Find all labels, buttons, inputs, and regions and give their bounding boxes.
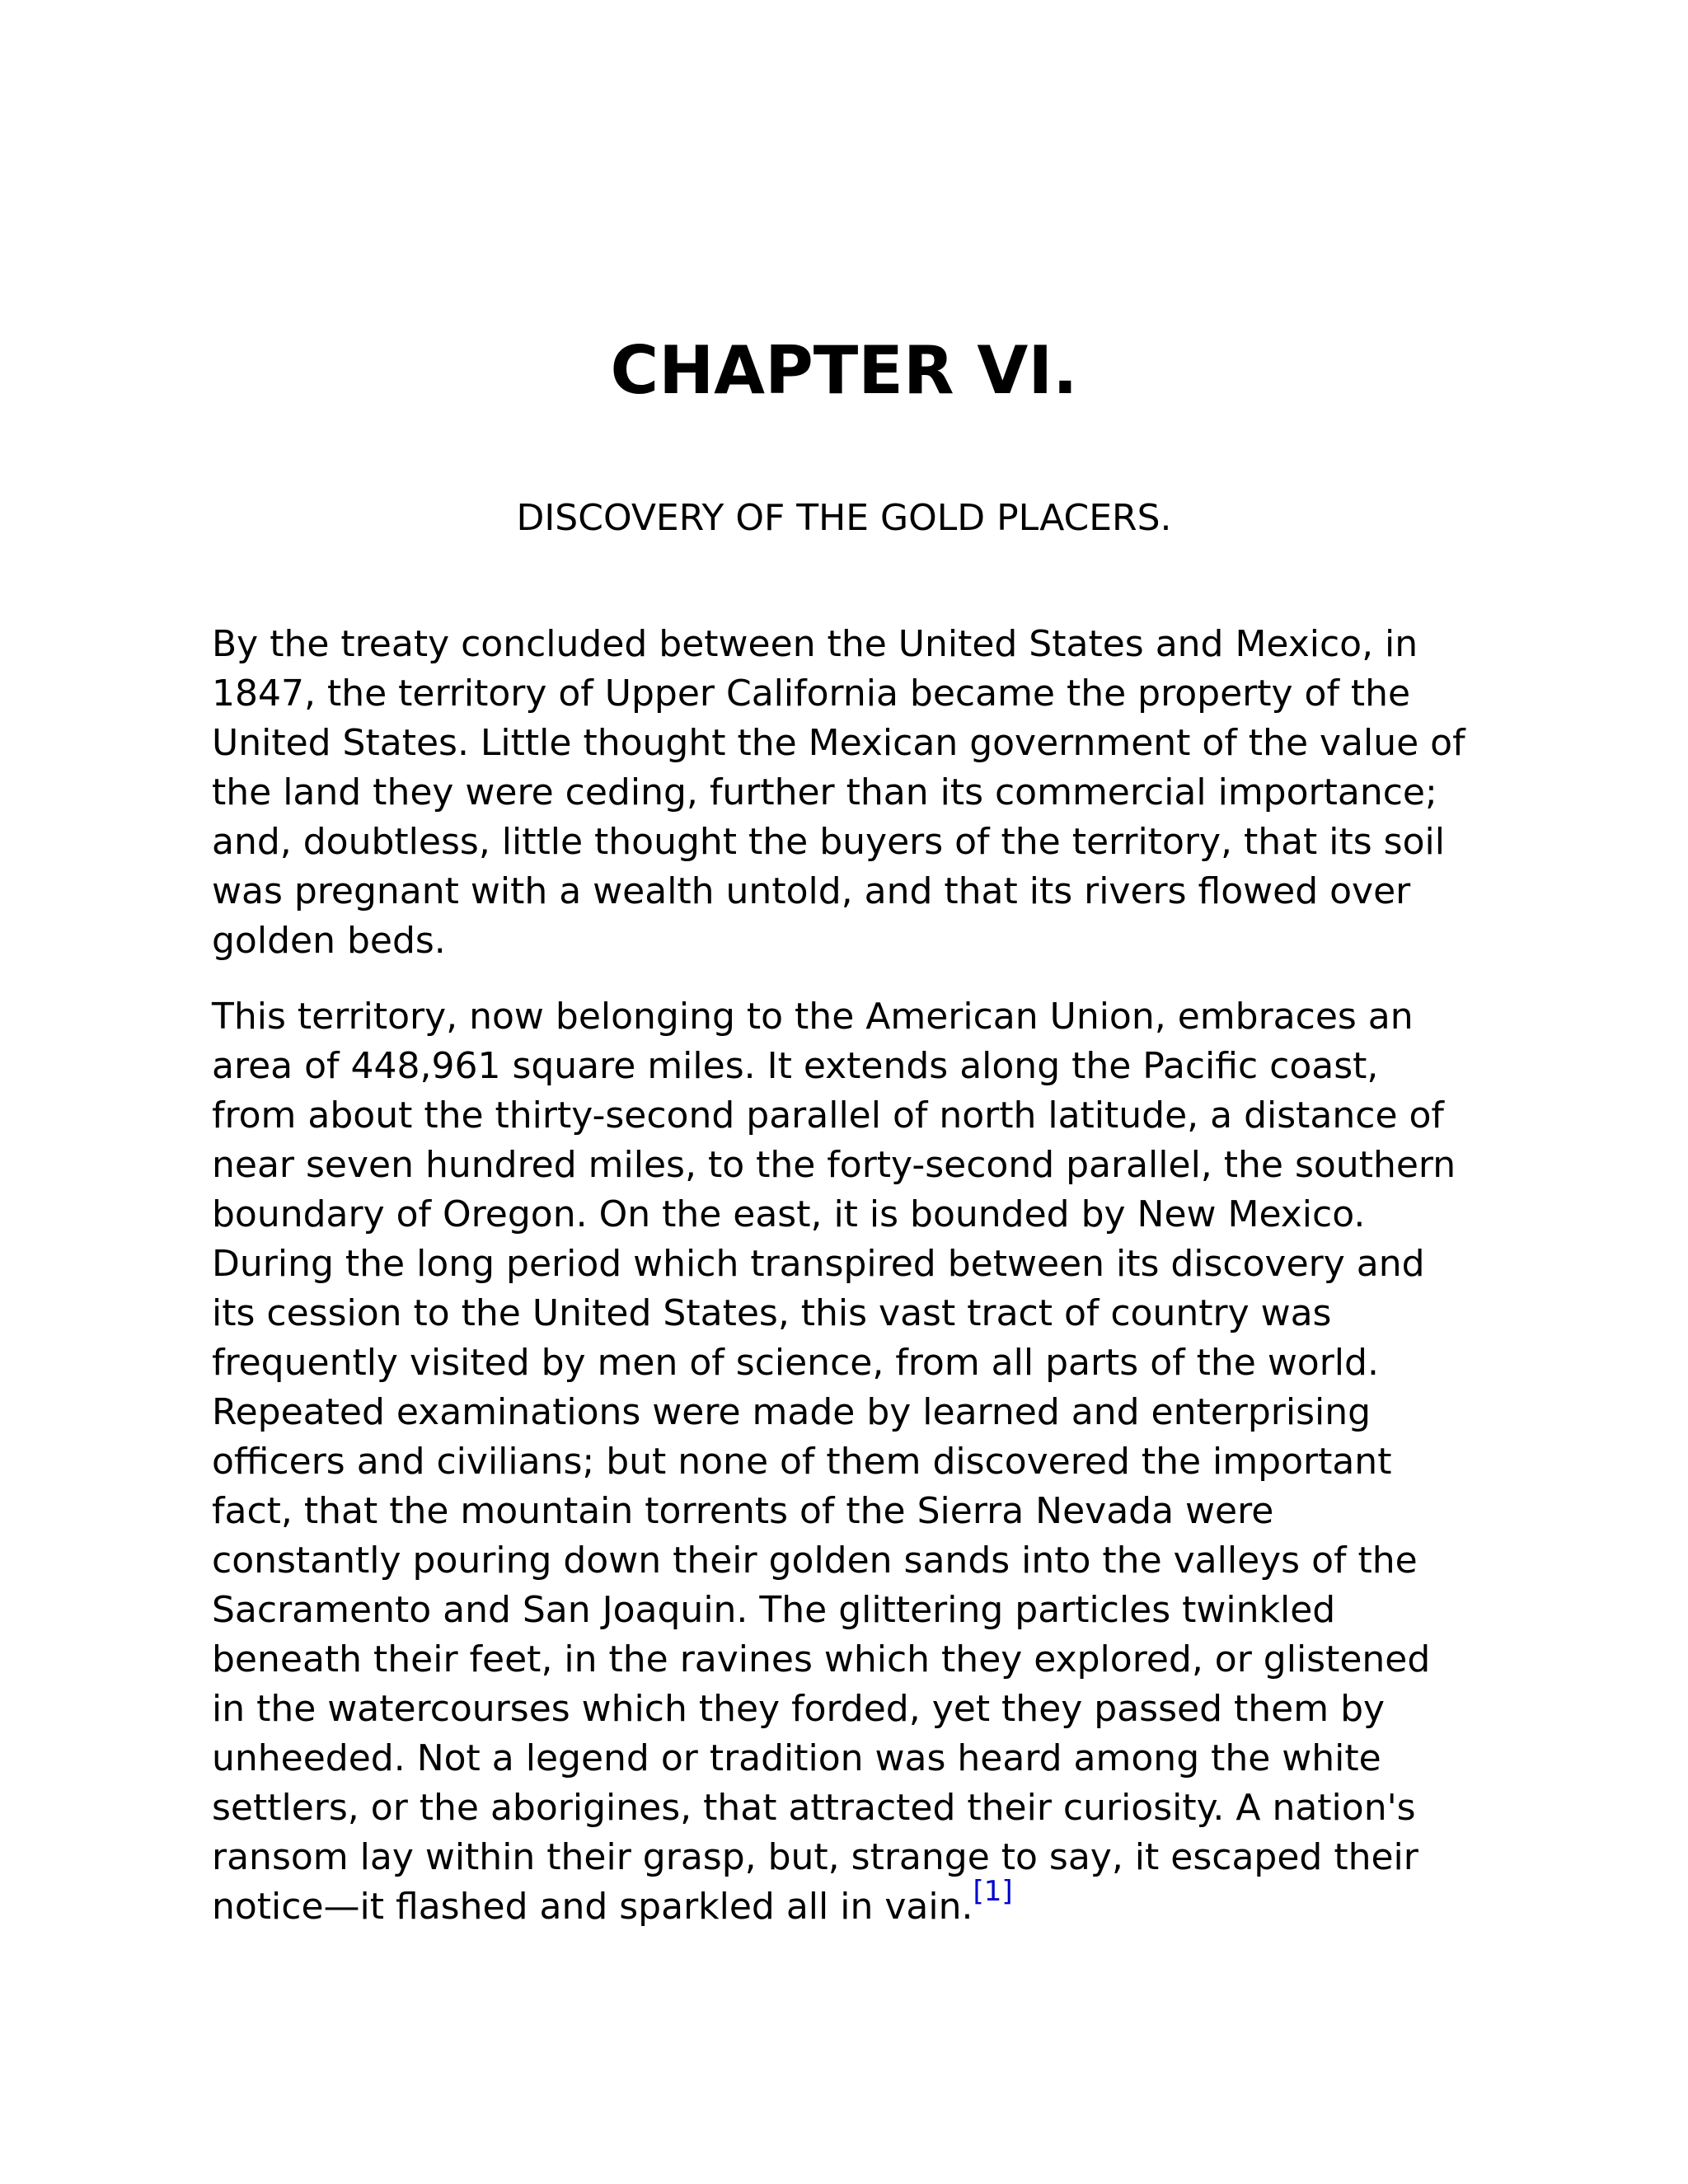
text-line: ransom lay within their grasp, but, strange to say, it escaped their (212, 1836, 1418, 1878)
text-line: By the treaty concluded between the United States and Mexico, in (212, 623, 1418, 665)
text-line-last (212, 1875, 1498, 1932)
paragraph-1 (212, 620, 1498, 966)
text-line: notice—it flashed and sparkled all in vain. (212, 1886, 973, 1928)
text-line: and, doubtless, little thought the buyers of the territory, that its soil (212, 821, 1445, 863)
text-line: Repeated examinations were made by learned and enterprising (212, 1391, 1372, 1433)
text-line: This territory, now belonging to the American Union, embraces an (212, 996, 1414, 1038)
chapter-body (212, 620, 1498, 1958)
text-line: 1847, the territory of Upper California became the property of the (212, 673, 1411, 715)
text-line: area of 448,961 square miles. It extends along the Pacific coast, (212, 1045, 1379, 1087)
chapter-title: CHAPTER VI. (610, 332, 1078, 409)
text-line: beneath their feet, in the ravines which they explored, or glistened (212, 1638, 1431, 1680)
text-line: in the watercourses which they forded, yet they passed them by (212, 1688, 1386, 1730)
text-line: golden beds. (212, 920, 446, 962)
text-line: Sacramento and San Joaquin. The glittering particles twinkled (212, 1589, 1336, 1631)
text-line: United States. Little thought the Mexican government of the value of (212, 722, 1465, 764)
text-line: officers and civilians; but none of them discovered the important (212, 1441, 1392, 1483)
text-line: the land they were ceding, further than its commercial importance; (212, 771, 1437, 813)
text-line: frequently visited by men of science, from all parts of the world. (212, 1342, 1379, 1384)
text-line: settlers, or the aborigines, that attracted their curiosity. A nation's (212, 1787, 1416, 1829)
text-line: unheeded. Not a legend or tradition was heard among the white (212, 1737, 1381, 1779)
text-line: its cession to the United States, this vast tract of country was (212, 1292, 1332, 1334)
text-line: constantly pouring down their golden sands into the valleys of the (212, 1540, 1418, 1582)
chapter-subtitle: DISCOVERY OF THE GOLD PLACERS. (516, 497, 1172, 539)
text-line: from about the thirty-second parallel of north latitude, a distance of (212, 1094, 1444, 1137)
text-line: boundary of Oregon. On the east, it is bounded by New Mexico. (212, 1193, 1366, 1235)
text-line: fact, that the mountain torrents of the Sierra Nevada were (212, 1490, 1274, 1532)
text-line: During the long period which transpired between its discovery and (212, 1243, 1425, 1285)
footnote-link[interactable]: [1] (973, 1875, 1013, 1908)
text-line: near seven hundred miles, to the forty-second parallel, the southern (212, 1144, 1456, 1186)
text-line: was pregnant with a wealth untold, and that its rivers flowed over (212, 870, 1411, 912)
paragraph-2 (212, 992, 1498, 1932)
